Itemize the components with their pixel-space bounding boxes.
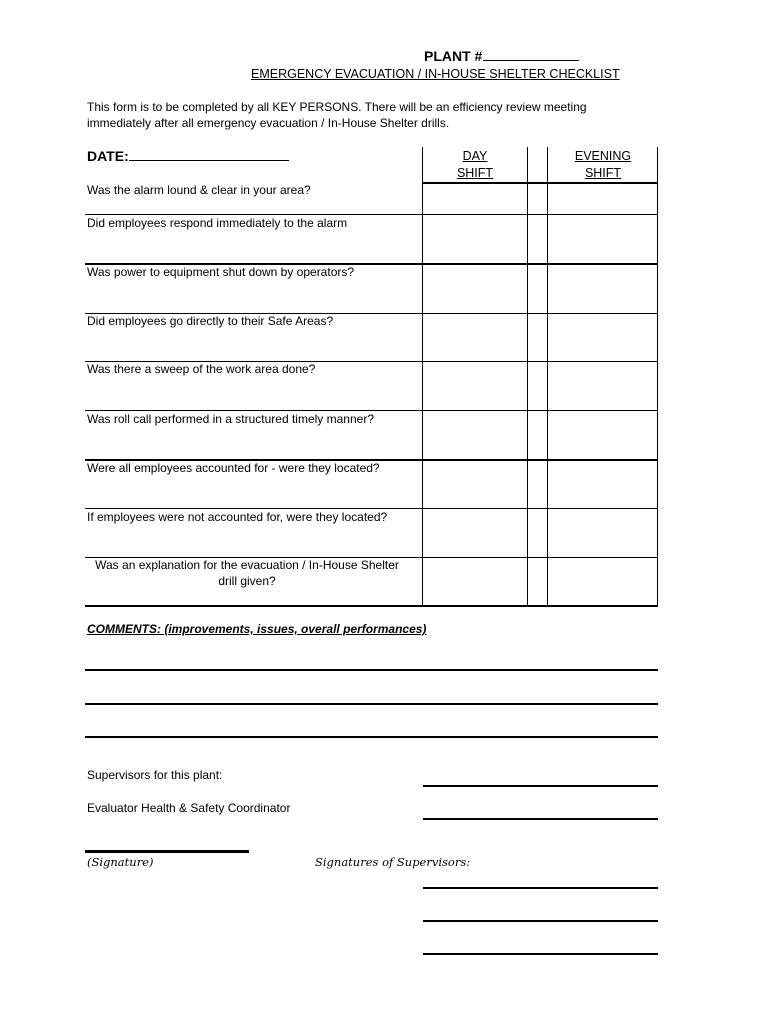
question-3: Was power to equipment shut down by operators? <box>87 265 355 279</box>
comment-line[interactable] <box>85 669 658 671</box>
table-divider <box>422 147 423 607</box>
date-blank[interactable] <box>129 146 289 161</box>
plant-label: PLANT # <box>424 48 483 64</box>
question-2: Did employees respond immediately to the alarm <box>87 216 348 230</box>
row-divider <box>85 410 658 411</box>
day-shift-header-line1: DAY <box>462 149 488 163</box>
evening-shift-header-line2: SHIFT <box>584 165 622 180</box>
intro-text: This form is to be completed by all KEY PERSONS. There will be an efficiency review meeting immediately after all emergency evacuation / In-House Shelter drills. <box>87 100 587 130</box>
evening-shift-header-line1: EVENING <box>574 149 632 163</box>
date-field <box>87 146 289 164</box>
table-divider <box>547 147 548 607</box>
signature-label: (Signature) <box>87 855 154 869</box>
day-shift-header-line2: SHIFT <box>456 165 494 180</box>
supervisor-signature-line[interactable] <box>423 920 658 922</box>
evening-shift-header <box>548 148 658 181</box>
day-shift-answer-cell[interactable] <box>423 184 527 214</box>
comments-label: COMMENTS: (improvements, issues, overall performances) <box>87 622 427 636</box>
evaluator-line[interactable] <box>423 818 658 820</box>
signatures-of-supervisors-label: Signatures of Supervisors: <box>315 855 471 869</box>
plant-number-blank[interactable] <box>483 47 579 61</box>
evaluator-label: Evaluator Health & Safety Coordinator <box>87 801 291 815</box>
comment-line[interactable] <box>85 736 658 738</box>
question-8: If employees were not accounted for, were they located? <box>87 510 388 524</box>
table-divider <box>527 147 528 607</box>
row-divider <box>85 508 658 509</box>
question-5: Was there a sweep of the work area done? <box>87 362 316 376</box>
question-1: Was the alarm lound & clear in your area? <box>87 183 311 197</box>
evening-shift-answer-cell[interactable] <box>548 184 657 214</box>
date-label: DATE: <box>87 148 129 164</box>
supervisor-signature-line[interactable] <box>423 887 658 889</box>
plant-number-field <box>424 47 579 64</box>
comment-line[interactable] <box>85 703 658 705</box>
question-7: Were all employees accounted for - were they located? <box>87 461 380 475</box>
row-divider <box>85 605 658 607</box>
question-9: Was an explanation for the evacuation / In-House Shelter drill given? <box>95 558 399 588</box>
day-shift-header <box>423 148 527 181</box>
supervisors-line[interactable] <box>423 785 658 787</box>
table-divider <box>657 147 658 607</box>
signature-line[interactable] <box>85 850 249 853</box>
supervisor-signature-line[interactable] <box>423 953 658 955</box>
form-title: EMERGENCY EVACUATION / IN-HOUSE SHELTER CHECKLIST <box>251 67 620 81</box>
row-divider <box>85 214 658 215</box>
question-6: Was roll call performed in a structured timely manner? <box>87 412 374 426</box>
supervisors-label: Supervisors for this plant: <box>87 768 223 782</box>
question-4: Did employees go directly to their Safe Areas? <box>87 314 334 328</box>
